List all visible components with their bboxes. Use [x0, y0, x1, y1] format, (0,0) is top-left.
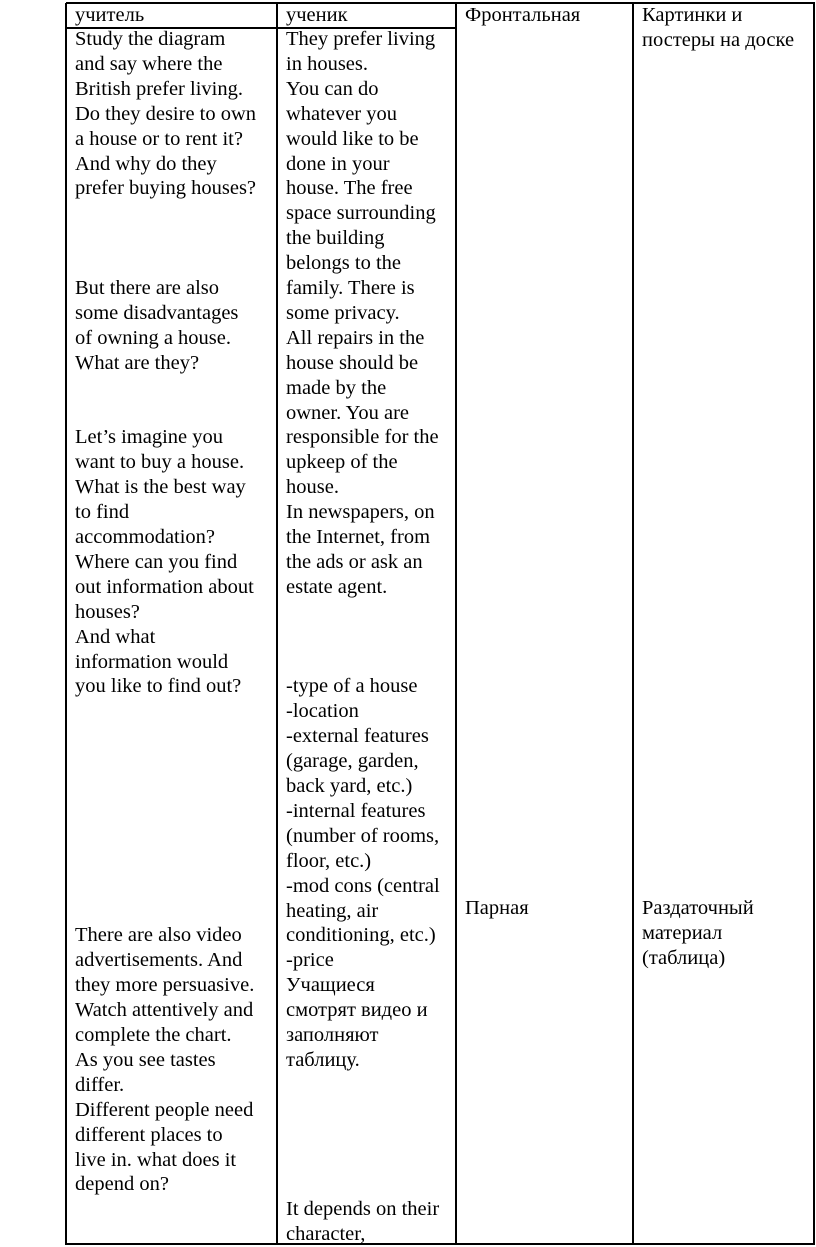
- student-text-line: made by the: [286, 376, 387, 399]
- student-text-line: done in your: [286, 152, 390, 175]
- teacher-text-line: a house or to rent it?: [75, 127, 243, 150]
- teacher-text-line: Where can you find: [75, 550, 238, 573]
- student-text-line: In newspapers, on: [286, 501, 435, 524]
- student-text-line: heating, air: [286, 899, 379, 922]
- student-text-line: space surrounding: [286, 202, 436, 225]
- teacher-text-line: depend on?: [75, 1173, 169, 1196]
- student-text-line: some privacy.: [286, 301, 400, 324]
- materials-text-line: Раздаточный: [642, 897, 754, 919]
- student-text-line: family. There is: [286, 277, 415, 299]
- teacher-text-line: and say where the: [75, 52, 223, 75]
- teacher-text-line: Different people need: [75, 1098, 254, 1121]
- student-text-line: would like to be: [286, 127, 419, 150]
- student-text-line: the ads or ask an: [286, 550, 423, 573]
- student-text-line: the building: [286, 227, 385, 250]
- student-text-line: house.: [286, 476, 339, 499]
- student-text-line: Учащиеся: [286, 974, 375, 997]
- materials-text-line: (таблица): [642, 946, 726, 969]
- table-border-col3: [632, 3, 634, 1245]
- header-form: Фронтальная: [465, 4, 581, 26]
- teacher-text-line: they more persuasive.: [75, 974, 255, 997]
- teacher-text-line: differ.: [75, 1073, 125, 1096]
- student-text-line: character,: [286, 1223, 366, 1246]
- header-materials: Картинки и постеры на доске: [642, 4, 795, 51]
- teacher-text-line: want to buy a house.: [75, 451, 245, 474]
- teacher-text-line: And why do they: [75, 152, 217, 175]
- teacher-text-line: What is the best way: [75, 476, 246, 499]
- teacher-text-line: different places to: [75, 1123, 223, 1146]
- student-text-line: -internal features: [286, 799, 426, 822]
- student-text-line: -price: [286, 949, 334, 972]
- teacher-text-line: some disadvantages: [75, 301, 239, 324]
- student-text-line: You can do: [286, 77, 379, 100]
- table-border-col2: [455, 3, 457, 1245]
- student-text-line: in houses.: [286, 52, 368, 75]
- header-student: ученик: [286, 4, 348, 26]
- teacher-text-line: houses?: [75, 600, 140, 623]
- teacher-text-line: Let’s imagine you: [75, 426, 224, 449]
- student-text-line: смотрят видео и: [286, 999, 428, 1022]
- student-text-line: upkeep of the: [286, 451, 398, 474]
- student-text-line: (number of rooms,: [286, 824, 440, 847]
- student-text-line: house. The free: [286, 177, 413, 200]
- student-text-line: -location: [286, 700, 359, 723]
- table-border-bottom: [66, 1243, 815, 1245]
- materials-text-line: материал: [642, 921, 723, 944]
- teacher-text-line: live in. what does it: [75, 1148, 237, 1171]
- teacher-text-line: But there are also: [75, 277, 220, 299]
- student-text-line: floor, etc.): [286, 849, 372, 872]
- header-teacher: учитель: [75, 4, 145, 26]
- student-text-line: house should be: [286, 351, 419, 374]
- student-text-line: back yard, etc.): [286, 775, 413, 797]
- table-border-col1: [276, 3, 278, 1245]
- teacher-text-line: As you see tastes: [75, 1048, 216, 1071]
- teacher-text-line: to find: [75, 501, 130, 524]
- teacher-text-line: And what: [75, 625, 156, 648]
- teacher-text-line: Watch attentively and: [75, 999, 254, 1022]
- student-text-line: It depends on their: [286, 1198, 440, 1221]
- student-text-line: They prefer living: [286, 28, 436, 50]
- student-text-line: owner. You are: [286, 401, 409, 424]
- student-text-line: whatever you: [286, 102, 397, 125]
- student-text-line: -mod cons (central: [286, 874, 440, 897]
- teacher-text-line: information would: [75, 650, 229, 673]
- teacher-text-line: complete the chart.: [75, 1024, 232, 1046]
- table-border-left: [65, 3, 67, 1245]
- teacher-text-line: Do they desire to own: [75, 102, 257, 125]
- teacher-text-line: of owning a house.: [75, 326, 232, 349]
- teacher-text-line: There are also video: [75, 924, 242, 947]
- teacher-text-line: advertisements. And: [75, 949, 243, 972]
- student-text-line: -type of a house: [286, 675, 418, 698]
- table-border-right: [813, 3, 815, 1245]
- student-text-line: All repairs in the: [286, 326, 425, 349]
- form-text-line: Парная: [465, 897, 529, 919]
- teacher-text-line: British prefer living.: [75, 77, 243, 100]
- teacher-text-line: What are they?: [75, 351, 200, 374]
- student-text-line: estate agent.: [286, 575, 388, 598]
- teacher-text-line: accommodation?: [75, 526, 216, 548]
- student-text-line: conditioning, etc.): [286, 924, 436, 947]
- student-text-line: the Internet, from: [286, 526, 431, 548]
- student-text-line: -external features: [286, 725, 429, 748]
- teacher-text-line: prefer buying houses?: [75, 177, 257, 200]
- student-text-line: (garage, garden,: [286, 750, 419, 773]
- student-text-line: responsible for the: [286, 426, 439, 449]
- teacher-text-line: Study the diagram: [75, 28, 226, 50]
- student-text-line: заполняют: [286, 1024, 379, 1046]
- teacher-text-line: you like to find out?: [75, 675, 242, 698]
- student-text-line: belongs to the: [286, 252, 402, 275]
- student-text-line: таблицу.: [286, 1048, 360, 1071]
- teacher-text-line: out information about: [75, 575, 254, 598]
